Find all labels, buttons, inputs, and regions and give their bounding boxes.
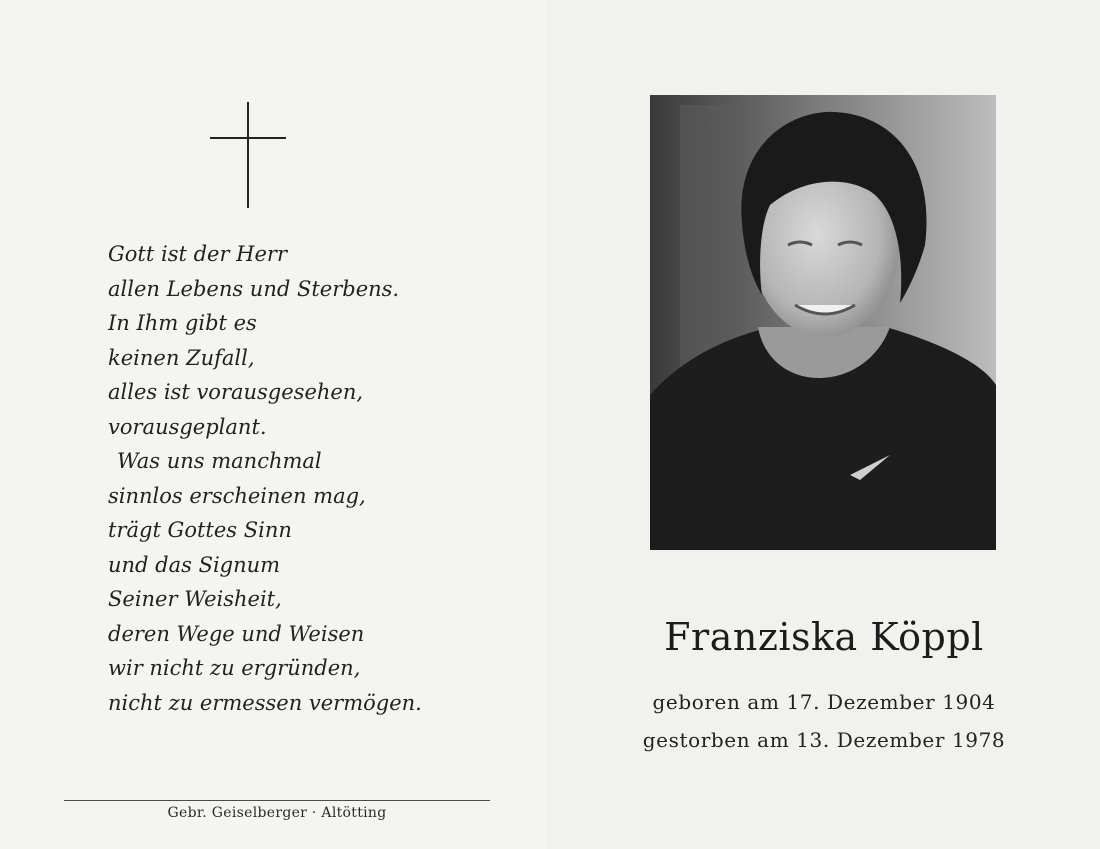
poem-line: alles ist vorausgesehen,	[108, 380, 364, 404]
poem-line: wir nicht zu ergründen,	[108, 656, 361, 680]
poem-line: sinnlos erscheinen mag,	[108, 483, 366, 508]
portrait-photo	[650, 95, 996, 550]
poem	[108, 237, 422, 720]
poem-line: In Ihm gibt es	[108, 311, 257, 335]
poem-line: und das Signum	[108, 552, 281, 577]
poem-line: vorausgeplant.	[108, 414, 267, 439]
page-fold	[547, 0, 549, 849]
poem-line: nicht zu ermessen vermögen.	[108, 690, 422, 715]
poem-line: Gott ist der Herr	[108, 242, 287, 266]
printer-rule	[64, 800, 490, 801]
poem-line: keinen Zufall,	[108, 345, 255, 370]
death-date: gestorben am 13. Dezember 1978	[642, 728, 1006, 752]
poem-line: Seiner Weisheit,	[108, 587, 282, 611]
poem-line: Was uns manchmal	[117, 449, 322, 473]
poem-line: allen Lebens und Sterbens.	[108, 276, 400, 301]
printer-credit: Gebr. Geiselberger · Altötting	[167, 805, 387, 821]
cross-icon	[208, 100, 288, 210]
poem-line: deren Wege und Weisen	[108, 621, 365, 646]
birth-date: geboren am 17. Dezember 1904	[652, 690, 996, 714]
poem-line: trägt Gottes Sinn	[108, 518, 292, 542]
deceased-name: Franziska Köppl	[664, 615, 984, 659]
